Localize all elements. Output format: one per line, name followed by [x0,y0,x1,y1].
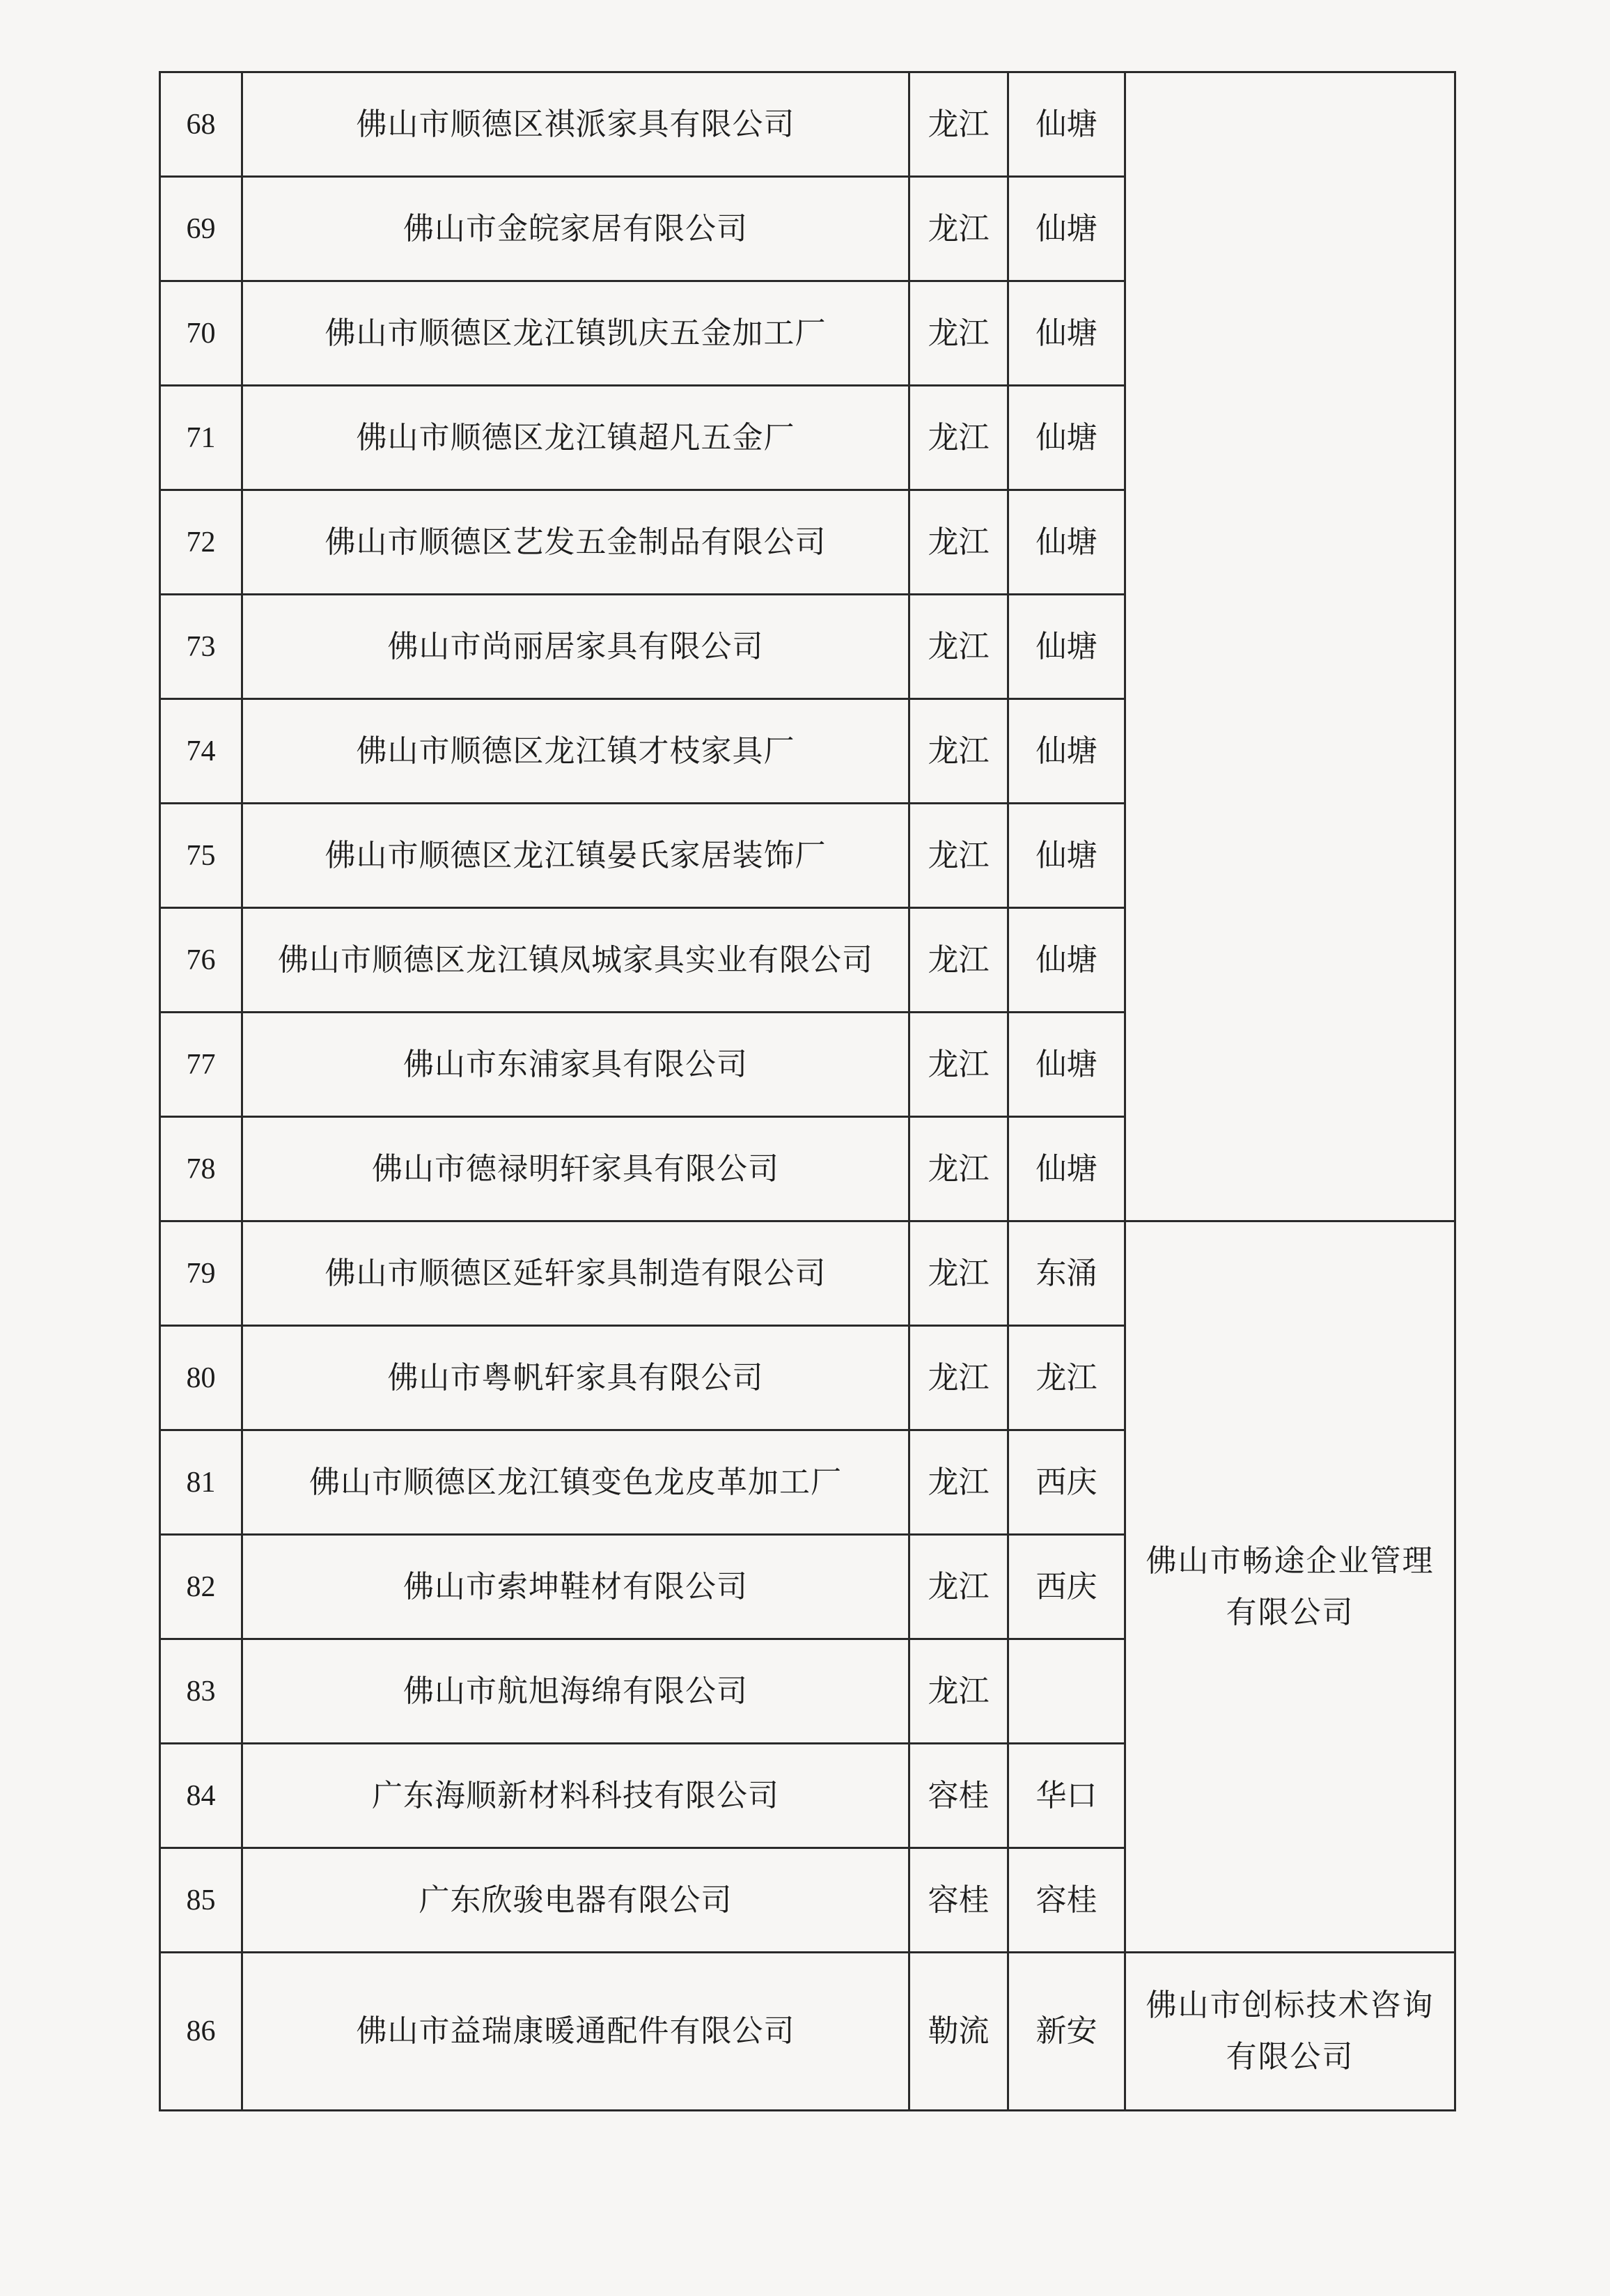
row-number: 69 [160,177,242,281]
town-cell: 龙江 [909,490,1008,595]
town-cell: 龙江 [909,72,1008,177]
agency-cell [1125,1953,1455,2111]
company-name: 佛山市航旭海绵有限公司 [242,1639,909,1744]
company-name: 佛山市粤帆轩家具有限公司 [242,1326,909,1430]
town-cell: 龙江 [909,1117,1008,1221]
agency-line-1: 佛山市创标技术咨询 [1146,1987,1435,2023]
town-cell: 龙江 [909,1430,1008,1535]
row-number: 72 [160,490,242,595]
company-name: 佛山市顺德区延轩家具制造有限公司 [242,1221,909,1326]
company-name: 广东欣骏电器有限公司 [242,1848,909,1953]
town-cell: 龙江 [909,804,1008,908]
town-cell: 容桂 [909,1848,1008,1953]
area-cell: 仙塘 [1008,699,1125,804]
row-number: 85 [160,1848,242,1953]
company-name: 佛山市益瑞康暖通配件有限公司 [242,1953,909,2111]
area-cell: 华口 [1008,1744,1125,1848]
company-name: 佛山市尚丽居家具有限公司 [242,595,909,699]
town-cell: 龙江 [909,595,1008,699]
town-cell: 容桂 [909,1744,1008,1848]
row-number: 84 [160,1744,242,1848]
area-cell: 仙塘 [1008,490,1125,595]
town-cell: 龙江 [909,1535,1008,1639]
town-cell: 龙江 [909,1639,1008,1744]
enterprise-table [159,71,1456,2111]
town-cell: 龙江 [909,908,1008,1013]
area-cell: 仙塘 [1008,281,1125,386]
row-number: 77 [160,1013,242,1117]
town-cell: 勒流 [909,1953,1008,2111]
town-cell: 龙江 [909,1013,1008,1117]
town-cell: 龙江 [909,386,1008,490]
company-name: 佛山市金皖家居有限公司 [242,177,909,281]
area-cell: 仙塘 [1008,908,1125,1013]
table-row [160,1221,1455,1326]
area-cell: 容桂 [1008,1848,1125,1953]
row-number: 81 [160,1430,242,1535]
agency-line-2: 有限公司 [1226,2039,1354,2075]
row-number: 70 [160,281,242,386]
area-cell: 仙塘 [1008,177,1125,281]
company-name: 佛山市顺德区龙江镇才枝家具厂 [242,699,909,804]
table-row [160,1953,1455,2111]
town-cell: 龙江 [909,281,1008,386]
area-cell: 仙塘 [1008,804,1125,908]
area-cell: 仙塘 [1008,72,1125,177]
town-cell: 龙江 [909,699,1008,804]
area-cell: 西庆 [1008,1430,1125,1535]
company-name: 佛山市德禄明轩家具有限公司 [242,1117,909,1221]
area-cell: 仙塘 [1008,386,1125,490]
area-cell [1008,1639,1125,1744]
row-number: 74 [160,699,242,804]
row-number: 80 [160,1326,242,1430]
agency-cell [1125,1221,1455,1953]
area-cell: 仙塘 [1008,1013,1125,1117]
company-name: 佛山市索坤鞋材有限公司 [242,1535,909,1639]
row-number: 82 [160,1535,242,1639]
agency-cell-blank [1125,72,1455,1221]
company-name: 佛山市东浦家具有限公司 [242,1013,909,1117]
company-name: 佛山市顺德区祺派家具有限公司 [242,72,909,177]
company-name: 佛山市顺德区艺发五金制品有限公司 [242,490,909,595]
company-name: 广东海顺新材料科技有限公司 [242,1744,909,1848]
row-number: 71 [160,386,242,490]
area-cell: 龙江 [1008,1326,1125,1430]
row-number: 83 [160,1639,242,1744]
row-number: 73 [160,595,242,699]
company-name: 佛山市顺德区龙江镇晏氏家居装饰厂 [242,804,909,908]
company-name: 佛山市顺德区龙江镇凯庆五金加工厂 [242,281,909,386]
area-cell: 仙塘 [1008,1117,1125,1221]
company-name: 佛山市顺德区龙江镇超凡五金厂 [242,386,909,490]
company-name: 佛山市顺德区龙江镇凤城家具实业有限公司 [242,908,909,1013]
area-cell: 仙塘 [1008,595,1125,699]
row-number: 78 [160,1117,242,1221]
row-number: 86 [160,1953,242,2111]
table-row [160,72,1455,177]
area-cell: 新安 [1008,1953,1125,2111]
agency-line-2: 有限公司 [1226,1594,1354,1630]
town-cell: 龙江 [909,177,1008,281]
row-number: 79 [160,1221,242,1326]
row-number: 75 [160,804,242,908]
company-name: 佛山市顺德区龙江镇变色龙皮革加工厂 [242,1430,909,1535]
agency-line-1: 佛山市畅途企业管理 [1146,1543,1435,1579]
town-cell: 龙江 [909,1221,1008,1326]
town-cell: 龙江 [909,1326,1008,1430]
area-cell: 东涌 [1008,1221,1125,1326]
row-number: 76 [160,908,242,1013]
row-number: 68 [160,72,242,177]
area-cell: 西庆 [1008,1535,1125,1639]
